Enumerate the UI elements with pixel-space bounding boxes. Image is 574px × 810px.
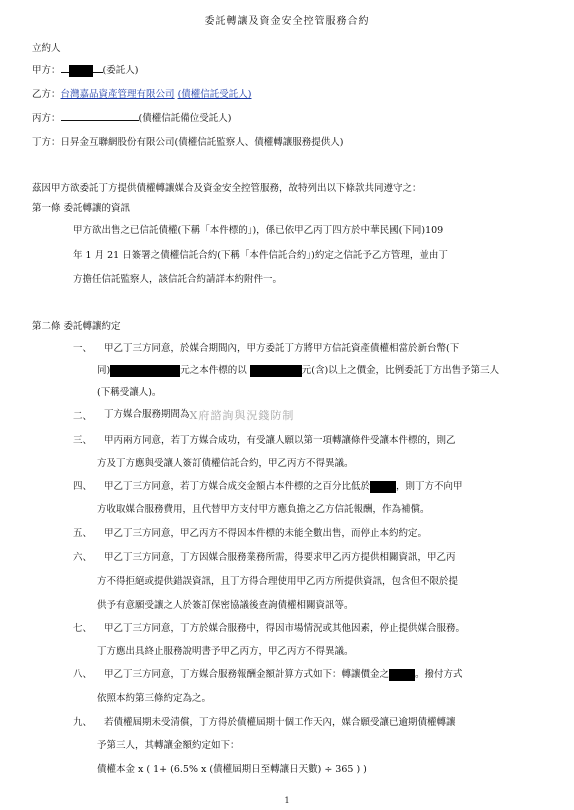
clause-4-line-2: 方收取媒合服務費用，且代替甲方支付甲方應負擔之乙方信託報酬，作為補償。 xyxy=(97,504,430,515)
clause-2-watermark: X府諮詢與況錢防制 xyxy=(189,408,295,422)
clause-3-line-1: 甲丙兩方同意，若丁方媒合成功，有受讓人願以第一項轉讓條件受讓本件標的，則乙 xyxy=(104,435,456,446)
clause-1-line-2 xyxy=(97,362,499,377)
article-1-line-2: 年 1 月 21 日簽署之債權信託合約(下稱「本件信託合約」)約定之信託予乙方管理，並由丁 xyxy=(73,250,448,261)
clause-4-redaction-percent xyxy=(370,481,396,493)
party-b-line xyxy=(32,86,251,100)
clause-1-line-3: (下稱受讓人)。 xyxy=(97,387,162,398)
clause-8-line-2: 依照本約第三條約定為之。 xyxy=(97,693,212,704)
clause-3-line-2: 方及丁方應與受讓人簽訂債權信託合約，甲乙丙方不得異議。 xyxy=(97,458,354,469)
party-c-label: 丙方： xyxy=(32,113,61,124)
party-d-line: 丁方：日昇金互聯網股份有限公司(債權信託監察人、債權轉讓服務提供人) xyxy=(32,137,344,148)
clause-7-line-2: 丁方應出具終止服務說明書予甲乙丙方，甲乙丙方不得異議。 xyxy=(97,646,354,657)
clause-8-redaction-fee xyxy=(389,669,415,681)
article-2-heading: 第二條 委託轉讓約定 xyxy=(32,321,121,332)
clause-7-number: 七、 xyxy=(73,623,93,634)
party-b-company: 台灣嘉品資產管理有限公司 xyxy=(60,89,175,100)
clause-6-line-1: 甲乙丁三方同意，丁方因媒合服務業務所需，得要求甲乙丙方提供相關資訊，甲乙丙 xyxy=(104,552,456,563)
clause-1-line-1: 甲乙丁三方同意，於媒合期間內，甲方委託丁方將甲方信託資產債權相當於新台幣(下 xyxy=(104,343,460,354)
clause-9-number: 九、 xyxy=(73,717,93,728)
clause-8-text-b: 。撥付方式 xyxy=(415,669,463,680)
party-b-role: (債權信託受託人) xyxy=(177,89,252,100)
article-1-line-1: 甲方欲出售之已信託債權(下稱「本件標的」)，係已依甲乙丙丁四方於中華民國(下同)109 xyxy=(73,225,444,236)
party-a-blank-left xyxy=(61,63,69,73)
clause-1-redaction-amount xyxy=(110,365,180,377)
party-a-blank-right xyxy=(93,63,103,73)
clause-7-line-1: 甲乙丁三方同意，丁方於媒合服務中，得因市場情況或其他因素，停止提供媒合服務。 xyxy=(104,623,466,634)
clause-9-formula: 債權本金 x ( 1+ (6.5% x (債權屆期日至轉讓日天數) ÷ 365 ) ) xyxy=(97,764,367,775)
clause-2-number: 二、 xyxy=(73,411,93,422)
clause-1-redaction-price xyxy=(250,365,302,377)
clause-6-line-3: 供予有意願受讓之人於簽訂保密協議後查詢債權相關資訊等。 xyxy=(97,600,354,611)
clause-2-line xyxy=(104,406,294,423)
document-title: 委託轉讓及資金安全控管服務合約 xyxy=(204,16,370,27)
clause-4-number: 四、 xyxy=(73,481,93,492)
page-number: 1 xyxy=(284,796,290,805)
preamble: 茲因甲方欲委託丁方提供債權轉讓媒合及資金安全控管服務，故特列出以下條款共同遵守之： xyxy=(32,183,422,194)
clause-6-line-2: 方不得拒絕或提供錯誤資訊，且丁方得合理使用甲乙丙方所提供資訊，包含但不限於提 xyxy=(97,576,459,587)
clause-6-number: 六、 xyxy=(73,552,93,563)
party-a-line xyxy=(32,62,138,77)
party-a-role: (委託人) xyxy=(102,65,139,76)
clause-1-text-a: 同) xyxy=(97,365,111,376)
parties-header: 立約人 xyxy=(32,43,61,54)
article-1-heading: 第一條 委託轉讓的資訊 xyxy=(32,203,131,214)
clause-8-number: 八、 xyxy=(73,669,93,680)
party-b-label: 乙方： xyxy=(32,89,61,100)
clause-1-number: 一、 xyxy=(73,343,93,354)
party-a-redaction xyxy=(69,65,93,77)
clause-9-line-1: 若債權屆期未受清償，丁方得於債權屆期十個工作天內，媒合願受讓已逾期債權轉讓 xyxy=(104,717,456,728)
clause-1-text-c: 元(含)以上之價金，比例委託丁方出售予第三人 xyxy=(301,365,500,376)
party-a-label: 甲方： xyxy=(32,65,61,76)
clause-2-text: 丁方媒合服務期間為 xyxy=(104,409,190,420)
party-c-blank xyxy=(61,111,139,121)
clause-4-text-b: ，則丁方不向甲 xyxy=(396,481,463,492)
party-c-line xyxy=(32,110,231,124)
clause-8-line-1 xyxy=(104,666,463,681)
clause-5-line: 甲乙丁三方同意，甲乙丙方不得因本件標的未能全數出售，而停止本約約定。 xyxy=(104,528,428,539)
clause-9-line-2: 予第三人，其轉讓金額約定如下： xyxy=(97,740,240,751)
clause-3-number: 三、 xyxy=(73,435,93,446)
party-c-role: (債權信託備位受託人) xyxy=(138,113,232,124)
clause-1-text-b: 元之本件標的以 xyxy=(180,365,247,376)
clause-4-line-1 xyxy=(104,478,463,493)
article-1-line-3: 方擔任信託監察人，該信託合約請詳本約附件一。 xyxy=(73,274,283,285)
clause-5-number: 五、 xyxy=(73,528,93,539)
clause-8-text-a: 甲乙丁三方同意，丁方媒合服務報酬金額計算方式如下：轉讓價金之 xyxy=(104,669,390,680)
clause-4-text-a: 甲乙丁三方同意，若丁方媒合成交金額占本件標的之百分比低於 xyxy=(104,481,371,492)
